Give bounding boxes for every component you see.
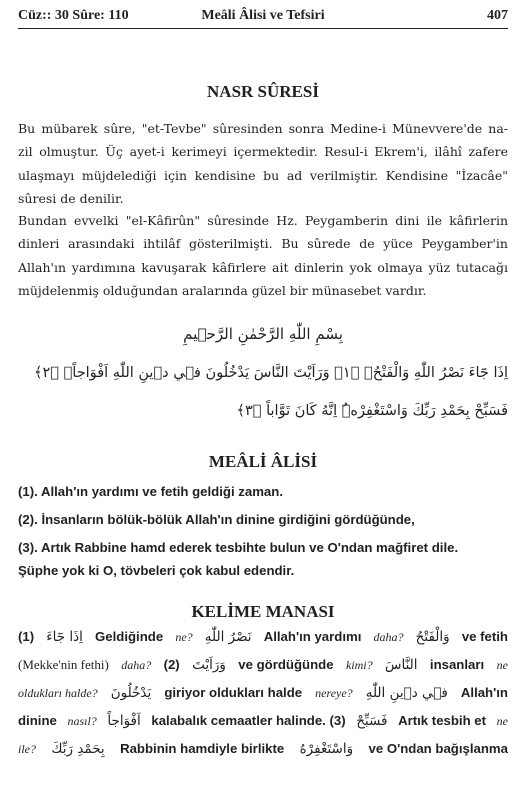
arabic-word: وَرَاَيْتَ — [192, 657, 226, 673]
question: kimi? — [345, 658, 373, 672]
question: daha? — [373, 630, 404, 644]
meaning: giriyor oldukları halde — [164, 685, 303, 700]
meali-title: MEÂLİ ÂLİSİ — [208, 452, 318, 471]
chapter-verse-label: Cüz:: 30 Sûre: 110 — [18, 8, 129, 23]
book-title: Meâli Âlisi ve Tefsiri — [201, 8, 325, 23]
meali-verse: (2). İnsanların bölük-bölük Allah'ın dinine girdiğini gördüğünde, — [18, 512, 415, 527]
question: nereye? — [315, 686, 353, 700]
arabic-verse-line: فَسَبِّحْ بِحَمْدِ رَبِّكَ وَاسْتَغْفِرْهُۜ اِنَّهُ كَانَ تَوَّاباً ﴿٣﴾ — [236, 403, 508, 419]
question: oldukları halde? — [18, 686, 98, 700]
arabic-verse-line: اِذَا جَٓاءَ نَصْرُ اللّٰهِ وَالْفَتْحُۙ ﴿١﴾ وَرَاَيْتَ النَّاسَ يَدْخُلُونَ ف۪ي د۪ينِ اللّٰهِ اَفْوَاجاًۙ ﴿٢﴾ — [33, 365, 508, 381]
question: ile? — [18, 742, 36, 756]
arabic-word: وَاسْتَغْفِرْهُ — [299, 741, 354, 757]
arabic-word: يَدْخُلُونَ — [110, 685, 152, 701]
meaning: Allah'ın — [460, 685, 508, 700]
text-line: dinleri arasındaki ihtilâf gösterilmişti. Bu sûrede de yüce Peygamber'in — [18, 236, 508, 252]
arabic-word: وَالْفَتْحُ — [415, 629, 450, 645]
context-paragraph — [18, 209, 508, 302]
meaning: Rabbinin hamdiyle birlikte — [120, 741, 285, 756]
note: (Mekke'nin fethi) — [18, 657, 109, 672]
question: ne — [496, 658, 508, 672]
kelime-title: KELİME MANASI — [191, 602, 335, 621]
meaning: kalabalık cemaatler halinde. (3) — [151, 713, 346, 728]
meali-verse: (3). Artık Rabbine hamd ederek tesbihte bulun ve O'ndan mağfiret dile. — [18, 540, 459, 555]
arabic-word: ف۪ي د۪ينِ اللّٰهِ — [365, 685, 448, 701]
meaning: dinine — [18, 713, 57, 728]
question: daha? — [121, 658, 152, 672]
word-meaning-line — [18, 741, 508, 767]
surah-title: NASR SÛRESİ — [207, 82, 319, 101]
arabic-word: بِحَمْدِ رَبِّكَ — [51, 741, 105, 757]
text-line: Bundan evvelki "el-Kâfirûn" sûresinde Hz. Peygamberin dini ile kâfirlerin — [18, 213, 508, 228]
verse-number: (1) — [18, 629, 35, 644]
question: nasıl? — [67, 714, 97, 728]
meaning: insanları — [429, 657, 485, 672]
arabic-word: فَسَبِّحْ — [356, 713, 388, 729]
question: ne — [496, 714, 508, 728]
word-meaning-line — [18, 629, 508, 655]
running-header — [18, 4, 508, 29]
basmala: بِسْمِ اللّٰهِ الرَّحْمٰنِ الرَّح۪يمِ — [183, 325, 343, 343]
arabic-word: اِذَا جَٓاءَ — [46, 629, 83, 645]
meaning: ve fetih — [461, 629, 508, 644]
text-line: ulaşmayı müjdelediği için kendisine bu ad verilmiştir. Kendisine "İzacâe" — [18, 167, 508, 183]
text-line: sûresi de denilir. — [18, 190, 124, 206]
word-meaning-line — [18, 713, 508, 739]
question: ne? — [175, 630, 193, 644]
verse-number: (2) — [163, 657, 180, 672]
meali-verse: Şüphe yok ki O, tövbeleri çok kabul edendir. — [18, 563, 295, 578]
meaning: Artık tesbih et — [398, 713, 487, 728]
text-line: Allah'ın yardımına kavuşarak kâfirlere ait dinlerin yok olmaya yüz tutacağı — [18, 259, 508, 275]
meali-verse: (1). Allah'ın yardımı ve fetih geldiği zaman. — [18, 484, 283, 499]
text-line: zil olmuştur. Üç ayet-i kerimeyi içermektedir. Resul-i Ekrem'i, ilâhî zafere — [18, 144, 508, 160]
arabic-word: النَّاسَ — [385, 657, 418, 673]
text-line: Bu mübarek sûre, "et-Tevbe" sûresinden sonra Medine-i Münevvere'de na- — [18, 121, 508, 136]
arabic-word: نَصْرُ اللّٰهِ — [204, 629, 252, 645]
meaning: Geldiğinde — [95, 629, 164, 644]
page-number: 407 — [487, 8, 508, 23]
text-line: müjdelenmiş olduğundan aralarında güzel bir münasebet vardır. — [18, 282, 427, 298]
meaning: Allah'ın yardımı — [263, 629, 362, 644]
intro-paragraph — [18, 117, 508, 210]
meaning: ve gördüğünde — [238, 657, 334, 672]
arabic-word: اَفْوَاجاً — [107, 713, 141, 729]
meaning: ve O'ndan bağışlanma — [368, 741, 508, 756]
word-meaning-line — [18, 685, 508, 711]
word-meaning-line — [18, 657, 508, 683]
